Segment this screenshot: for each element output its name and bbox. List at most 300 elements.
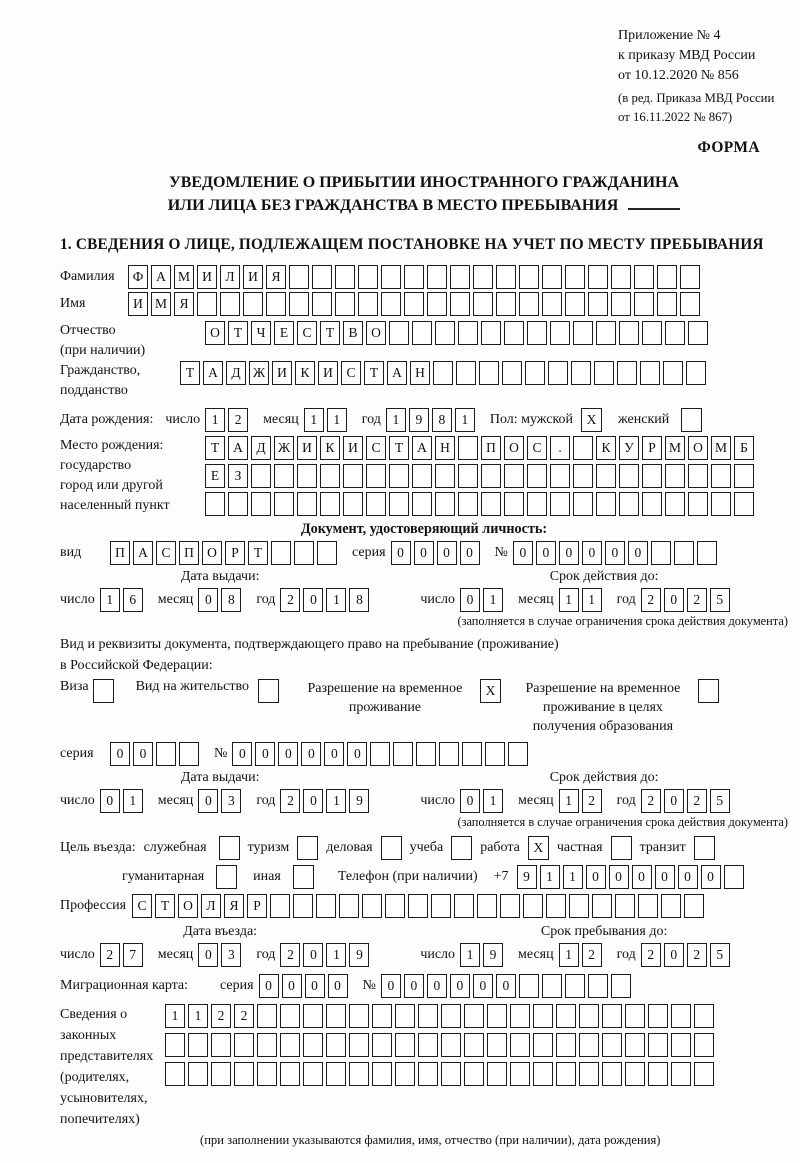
char-cell[interactable] — [634, 292, 654, 316]
char-cell[interactable]: О — [504, 436, 524, 460]
char-cell[interactable] — [441, 1062, 461, 1086]
char-cell[interactable] — [433, 361, 453, 385]
char-cell[interactable] — [211, 1062, 231, 1086]
char-cell[interactable]: 9 — [409, 408, 429, 432]
char-cell[interactable] — [648, 1033, 668, 1057]
char-cell[interactable] — [343, 492, 363, 516]
purpose-transit-checkbox[interactable] — [694, 836, 715, 860]
char-cell[interactable] — [372, 1004, 392, 1028]
char-cell[interactable]: 0 — [586, 865, 606, 889]
char-cell[interactable]: . — [550, 436, 570, 460]
char-cell[interactable]: И — [297, 436, 317, 460]
char-cell[interactable] — [303, 1033, 323, 1057]
char-cell[interactable]: 2 — [234, 1004, 254, 1028]
char-cell[interactable] — [688, 492, 708, 516]
char-cell[interactable] — [412, 464, 432, 488]
char-cell[interactable] — [251, 492, 271, 516]
char-cell[interactable] — [697, 541, 717, 565]
char-cell[interactable] — [303, 1062, 323, 1086]
char-cell[interactable]: 1 — [559, 789, 579, 813]
purpose-work-checkbox[interactable]: X — [528, 836, 549, 860]
char-cell[interactable] — [657, 292, 677, 316]
residence-permit-checkbox[interactable] — [258, 679, 279, 703]
char-cell[interactable] — [550, 321, 570, 345]
char-cell[interactable] — [257, 1004, 277, 1028]
char-cell[interactable]: Д — [251, 436, 271, 460]
char-cell[interactable] — [197, 292, 217, 316]
char-cell[interactable]: 9 — [483, 943, 503, 967]
char-cell[interactable]: 9 — [349, 943, 369, 967]
char-cell[interactable] — [510, 1004, 530, 1028]
char-cell[interactable]: 3 — [221, 789, 241, 813]
char-cell[interactable]: 0 — [460, 541, 480, 565]
char-cell[interactable] — [481, 492, 501, 516]
char-cell[interactable]: 1 — [559, 588, 579, 612]
char-cell[interactable]: 7 — [123, 943, 143, 967]
char-cell[interactable] — [358, 292, 378, 316]
char-cell[interactable] — [671, 1033, 691, 1057]
char-cell[interactable]: 0 — [664, 943, 684, 967]
char-cell[interactable] — [525, 361, 545, 385]
char-cell[interactable]: 0 — [427, 974, 447, 998]
char-cell[interactable]: А — [151, 265, 171, 289]
char-cell[interactable] — [289, 292, 309, 316]
char-cell[interactable]: Т — [180, 361, 200, 385]
char-cell[interactable]: Т — [320, 321, 340, 345]
char-cell[interactable]: 1 — [455, 408, 475, 432]
char-cell[interactable] — [297, 492, 317, 516]
char-cell[interactable] — [615, 894, 635, 918]
char-cell[interactable] — [317, 541, 337, 565]
char-cell[interactable]: 0 — [198, 943, 218, 967]
char-cell[interactable] — [408, 894, 428, 918]
char-cell[interactable]: О — [366, 321, 386, 345]
char-cell[interactable]: А — [412, 436, 432, 460]
char-cell[interactable] — [441, 1033, 461, 1057]
char-cell[interactable] — [220, 292, 240, 316]
char-cell[interactable]: 2 — [582, 943, 602, 967]
char-cell[interactable] — [565, 292, 585, 316]
char-cell[interactable] — [389, 321, 409, 345]
char-cell[interactable]: 5 — [710, 588, 730, 612]
char-cell[interactable]: 2 — [687, 943, 707, 967]
char-cell[interactable] — [458, 436, 478, 460]
char-cell[interactable]: 0 — [347, 742, 367, 766]
char-cell[interactable] — [487, 1033, 507, 1057]
char-cell[interactable] — [556, 1033, 576, 1057]
char-cell[interactable]: 1 — [326, 588, 346, 612]
char-cell[interactable] — [573, 321, 593, 345]
char-cell[interactable]: 0 — [414, 541, 434, 565]
char-cell[interactable] — [504, 492, 524, 516]
char-cell[interactable] — [349, 1033, 369, 1057]
char-cell[interactable] — [619, 492, 639, 516]
char-cell[interactable]: Я — [174, 292, 194, 316]
char-cell[interactable]: 0 — [460, 789, 480, 813]
char-cell[interactable]: 0 — [513, 541, 533, 565]
char-cell[interactable] — [734, 464, 754, 488]
char-cell[interactable] — [464, 1004, 484, 1028]
char-cell[interactable]: И — [128, 292, 148, 316]
char-cell[interactable] — [416, 742, 436, 766]
char-cell[interactable] — [366, 464, 386, 488]
char-cell[interactable] — [680, 265, 700, 289]
purpose-humanitarian-checkbox[interactable] — [216, 865, 237, 889]
char-cell[interactable]: 1 — [483, 789, 503, 813]
char-cell[interactable] — [500, 894, 520, 918]
char-cell[interactable] — [556, 1062, 576, 1086]
char-cell[interactable] — [257, 1062, 277, 1086]
char-cell[interactable] — [188, 1033, 208, 1057]
temp-residence-checkbox[interactable]: X — [480, 679, 501, 703]
char-cell[interactable] — [320, 464, 340, 488]
char-cell[interactable]: И — [272, 361, 292, 385]
char-cell[interactable]: 1 — [582, 588, 602, 612]
char-cell[interactable] — [165, 1062, 185, 1086]
char-cell[interactable]: 5 — [710, 943, 730, 967]
char-cell[interactable]: 2 — [100, 943, 120, 967]
char-cell[interactable] — [479, 361, 499, 385]
char-cell[interactable]: Ж — [274, 436, 294, 460]
char-cell[interactable] — [611, 974, 631, 998]
char-cell[interactable]: 2 — [280, 588, 300, 612]
char-cell[interactable] — [661, 894, 681, 918]
char-cell[interactable] — [711, 492, 731, 516]
char-cell[interactable]: 0 — [664, 588, 684, 612]
char-cell[interactable]: 0 — [100, 789, 120, 813]
char-cell[interactable] — [316, 894, 336, 918]
char-cell[interactable]: 9 — [349, 789, 369, 813]
char-cell[interactable] — [280, 1004, 300, 1028]
char-cell[interactable]: З — [228, 464, 248, 488]
char-cell[interactable] — [519, 974, 539, 998]
char-cell[interactable]: 0 — [303, 943, 323, 967]
char-cell[interactable] — [381, 292, 401, 316]
char-cell[interactable] — [326, 1062, 346, 1086]
char-cell[interactable]: 2 — [687, 789, 707, 813]
char-cell[interactable] — [188, 1062, 208, 1086]
char-cell[interactable] — [611, 265, 631, 289]
char-cell[interactable] — [473, 265, 493, 289]
char-cell[interactable]: П — [481, 436, 501, 460]
char-cell[interactable] — [293, 894, 313, 918]
purpose-study-checkbox[interactable] — [451, 836, 472, 860]
char-cell[interactable] — [303, 1004, 323, 1028]
char-cell[interactable]: 0 — [582, 541, 602, 565]
char-cell[interactable]: 0 — [381, 974, 401, 998]
char-cell[interactable]: 0 — [559, 541, 579, 565]
char-cell[interactable]: 0 — [305, 974, 325, 998]
char-cell[interactable]: Л — [201, 894, 221, 918]
purpose-official-checkbox[interactable] — [219, 836, 240, 860]
char-cell[interactable]: Н — [435, 436, 455, 460]
char-cell[interactable]: 1 — [540, 865, 560, 889]
char-cell[interactable] — [335, 265, 355, 289]
char-cell[interactable] — [642, 492, 662, 516]
char-cell[interactable]: 0 — [678, 865, 698, 889]
char-cell[interactable] — [404, 292, 424, 316]
char-cell[interactable] — [418, 1033, 438, 1057]
char-cell[interactable]: Т — [155, 894, 175, 918]
char-cell[interactable] — [412, 492, 432, 516]
char-cell[interactable] — [435, 321, 455, 345]
char-cell[interactable] — [450, 265, 470, 289]
char-cell[interactable] — [427, 292, 447, 316]
char-cell[interactable]: 6 — [123, 588, 143, 612]
char-cell[interactable] — [435, 464, 455, 488]
char-cell[interactable] — [657, 265, 677, 289]
char-cell[interactable] — [481, 464, 501, 488]
char-cell[interactable] — [686, 361, 706, 385]
char-cell[interactable]: 0 — [282, 974, 302, 998]
char-cell[interactable] — [504, 464, 524, 488]
char-cell[interactable]: Ж — [249, 361, 269, 385]
char-cell[interactable] — [312, 265, 332, 289]
char-cell[interactable] — [617, 361, 637, 385]
char-cell[interactable] — [294, 541, 314, 565]
char-cell[interactable]: 0 — [232, 742, 252, 766]
char-cell[interactable]: 2 — [687, 588, 707, 612]
char-cell[interactable] — [596, 464, 616, 488]
char-cell[interactable] — [473, 292, 493, 316]
char-cell[interactable]: 1 — [563, 865, 583, 889]
char-cell[interactable]: 0 — [110, 742, 130, 766]
char-cell[interactable] — [349, 1004, 369, 1028]
char-cell[interactable] — [228, 492, 248, 516]
char-cell[interactable] — [651, 541, 671, 565]
char-cell[interactable] — [389, 492, 409, 516]
char-cell[interactable]: С — [527, 436, 547, 460]
char-cell[interactable] — [234, 1062, 254, 1086]
char-cell[interactable]: Р — [642, 436, 662, 460]
char-cell[interactable] — [594, 361, 614, 385]
char-cell[interactable] — [596, 492, 616, 516]
char-cell[interactable] — [602, 1033, 622, 1057]
char-cell[interactable] — [462, 742, 482, 766]
char-cell[interactable] — [335, 292, 355, 316]
char-cell[interactable] — [546, 894, 566, 918]
char-cell[interactable] — [257, 1033, 277, 1057]
char-cell[interactable]: С — [297, 321, 317, 345]
char-cell[interactable] — [527, 464, 547, 488]
char-cell[interactable] — [548, 361, 568, 385]
char-cell[interactable]: 1 — [165, 1004, 185, 1028]
char-cell[interactable] — [427, 265, 447, 289]
char-cell[interactable]: В — [343, 321, 363, 345]
char-cell[interactable]: 2 — [211, 1004, 231, 1028]
char-cell[interactable]: Я — [266, 265, 286, 289]
char-cell[interactable]: К — [320, 436, 340, 460]
char-cell[interactable] — [596, 321, 616, 345]
char-cell[interactable]: 2 — [228, 408, 248, 432]
char-cell[interactable] — [366, 492, 386, 516]
char-cell[interactable] — [523, 894, 543, 918]
char-cell[interactable]: 3 — [221, 943, 241, 967]
char-cell[interactable]: Т — [389, 436, 409, 460]
char-cell[interactable] — [320, 492, 340, 516]
char-cell[interactable] — [464, 1062, 484, 1086]
char-cell[interactable]: О — [202, 541, 222, 565]
char-cell[interactable] — [458, 464, 478, 488]
char-cell[interactable]: 0 — [609, 865, 629, 889]
char-cell[interactable]: С — [156, 541, 176, 565]
char-cell[interactable]: 1 — [326, 789, 346, 813]
char-cell[interactable] — [634, 265, 654, 289]
char-cell[interactable] — [297, 464, 317, 488]
char-cell[interactable] — [579, 1033, 599, 1057]
char-cell[interactable]: 0 — [328, 974, 348, 998]
char-cell[interactable] — [734, 492, 754, 516]
char-cell[interactable] — [251, 464, 271, 488]
char-cell[interactable] — [533, 1004, 553, 1028]
char-cell[interactable]: 0 — [605, 541, 625, 565]
char-cell[interactable] — [456, 361, 476, 385]
char-cell[interactable] — [573, 436, 593, 460]
char-cell[interactable]: Ф — [128, 265, 148, 289]
char-cell[interactable] — [349, 1062, 369, 1086]
char-cell[interactable]: 0 — [437, 541, 457, 565]
char-cell[interactable] — [674, 541, 694, 565]
char-cell[interactable] — [234, 1033, 254, 1057]
char-cell[interactable] — [165, 1033, 185, 1057]
char-cell[interactable]: 0 — [324, 742, 344, 766]
char-cell[interactable]: А — [203, 361, 223, 385]
char-cell[interactable]: Т — [364, 361, 384, 385]
char-cell[interactable]: 0 — [473, 974, 493, 998]
char-cell[interactable] — [680, 292, 700, 316]
char-cell[interactable] — [542, 265, 562, 289]
char-cell[interactable] — [665, 321, 685, 345]
char-cell[interactable]: 5 — [710, 789, 730, 813]
char-cell[interactable] — [395, 1004, 415, 1028]
char-cell[interactable] — [211, 1033, 231, 1057]
sex-female-checkbox[interactable] — [681, 408, 702, 432]
char-cell[interactable]: 1 — [304, 408, 324, 432]
char-cell[interactable] — [588, 265, 608, 289]
char-cell[interactable]: 0 — [301, 742, 321, 766]
char-cell[interactable] — [481, 321, 501, 345]
char-cell[interactable]: 0 — [536, 541, 556, 565]
char-cell[interactable] — [393, 742, 413, 766]
char-cell[interactable] — [418, 1062, 438, 1086]
char-cell[interactable]: И — [243, 265, 263, 289]
char-cell[interactable] — [510, 1033, 530, 1057]
char-cell[interactable]: 1 — [326, 943, 346, 967]
char-cell[interactable] — [243, 292, 263, 316]
char-cell[interactable] — [550, 492, 570, 516]
char-cell[interactable]: 2 — [280, 943, 300, 967]
char-cell[interactable] — [550, 464, 570, 488]
char-cell[interactable] — [671, 1004, 691, 1028]
char-cell[interactable] — [533, 1033, 553, 1057]
purpose-tourism-checkbox[interactable] — [297, 836, 318, 860]
char-cell[interactable] — [431, 894, 451, 918]
char-cell[interactable]: 0 — [391, 541, 411, 565]
char-cell[interactable] — [504, 321, 524, 345]
char-cell[interactable]: 1 — [483, 588, 503, 612]
char-cell[interactable] — [510, 1062, 530, 1086]
char-cell[interactable] — [619, 321, 639, 345]
char-cell[interactable]: С — [341, 361, 361, 385]
char-cell[interactable] — [569, 894, 589, 918]
char-cell[interactable] — [579, 1062, 599, 1086]
char-cell[interactable] — [602, 1062, 622, 1086]
char-cell[interactable] — [519, 292, 539, 316]
char-cell[interactable] — [395, 1062, 415, 1086]
char-cell[interactable]: Т — [228, 321, 248, 345]
char-cell[interactable]: 2 — [582, 789, 602, 813]
char-cell[interactable] — [496, 292, 516, 316]
char-cell[interactable]: К — [295, 361, 315, 385]
char-cell[interactable] — [542, 292, 562, 316]
char-cell[interactable] — [435, 492, 455, 516]
char-cell[interactable] — [389, 464, 409, 488]
char-cell[interactable] — [602, 1004, 622, 1028]
char-cell[interactable] — [339, 894, 359, 918]
char-cell[interactable]: 0 — [404, 974, 424, 998]
char-cell[interactable] — [688, 321, 708, 345]
visa-checkbox[interactable] — [93, 679, 114, 703]
char-cell[interactable] — [274, 492, 294, 516]
char-cell[interactable] — [179, 742, 199, 766]
char-cell[interactable]: 1 — [327, 408, 347, 432]
char-cell[interactable]: У — [619, 436, 639, 460]
char-cell[interactable] — [381, 265, 401, 289]
char-cell[interactable] — [573, 464, 593, 488]
char-cell[interactable] — [694, 1033, 714, 1057]
char-cell[interactable] — [372, 1033, 392, 1057]
char-cell[interactable] — [280, 1062, 300, 1086]
char-cell[interactable] — [671, 1062, 691, 1086]
char-cell[interactable] — [573, 492, 593, 516]
char-cell[interactable]: А — [387, 361, 407, 385]
char-cell[interactable]: Б — [734, 436, 754, 460]
char-cell[interactable] — [274, 464, 294, 488]
char-cell[interactable] — [638, 894, 658, 918]
char-cell[interactable] — [625, 1033, 645, 1057]
char-cell[interactable]: Е — [274, 321, 294, 345]
char-cell[interactable] — [487, 1062, 507, 1086]
char-cell[interactable]: Т — [205, 436, 225, 460]
char-cell[interactable]: Ч — [251, 321, 271, 345]
char-cell[interactable] — [441, 1004, 461, 1028]
char-cell[interactable] — [625, 1004, 645, 1028]
char-cell[interactable] — [648, 1062, 668, 1086]
char-cell[interactable] — [156, 742, 176, 766]
char-cell[interactable]: 2 — [641, 789, 661, 813]
char-cell[interactable]: А — [133, 541, 153, 565]
char-cell[interactable] — [458, 321, 478, 345]
char-cell[interactable]: И — [343, 436, 363, 460]
char-cell[interactable] — [439, 742, 459, 766]
char-cell[interactable] — [565, 265, 585, 289]
char-cell[interactable] — [694, 1062, 714, 1086]
char-cell[interactable] — [289, 265, 309, 289]
char-cell[interactable] — [665, 492, 685, 516]
char-cell[interactable] — [404, 265, 424, 289]
char-cell[interactable] — [485, 742, 505, 766]
char-cell[interactable]: М — [174, 265, 194, 289]
char-cell[interactable] — [648, 1004, 668, 1028]
char-cell[interactable] — [266, 292, 286, 316]
char-cell[interactable]: 0 — [450, 974, 470, 998]
char-cell[interactable] — [450, 292, 470, 316]
char-cell[interactable]: 0 — [133, 742, 153, 766]
char-cell[interactable]: П — [110, 541, 130, 565]
char-cell[interactable] — [711, 464, 731, 488]
char-cell[interactable]: С — [132, 894, 152, 918]
char-cell[interactable]: А — [228, 436, 248, 460]
